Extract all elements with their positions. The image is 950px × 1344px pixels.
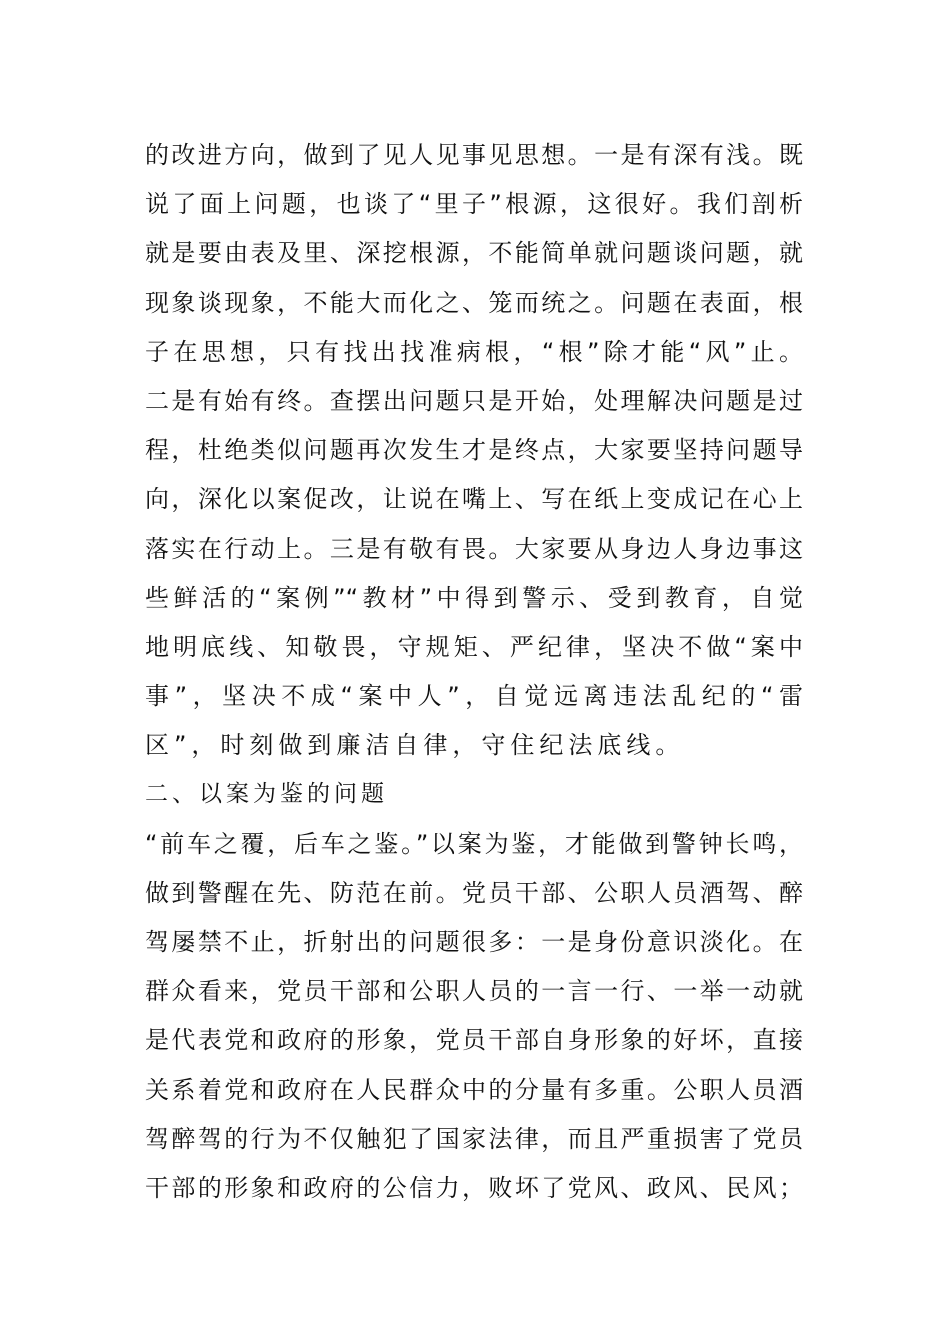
paragraph-line: “前车之覆，后车之鉴。”以案为鉴，才能做到警钟长鸣， xyxy=(145,829,803,858)
section-heading: 二、以案为鉴的问题 xyxy=(145,781,388,808)
paragraph-line: 区”，时刻做到廉洁自律，守住纪法底线。 xyxy=(145,731,685,760)
paragraph-line: 做到警醒在先、防范在前。党员干部、公职人员酒驾、醉 xyxy=(145,878,803,907)
paragraph-line: 群众看来，党员干部和公职人员的一言一行、一举一动就 xyxy=(145,977,803,1006)
paragraph-line: 是代表党和政府的形象，党员干部自身形象的好坏，直接 xyxy=(145,1026,803,1055)
paragraph-line: 就是要由表及里、深挖根源，不能简单就问题谈问题，就 xyxy=(145,239,803,268)
paragraph-line: 子在思想，只有找出找准病根，“根”除才能“风”止。 xyxy=(145,337,803,366)
paragraph-line: 事”，坚决不成“案中人”，自觉远离违法乱纪的“雷 xyxy=(145,682,803,711)
paragraph-line: 驾屡禁不止，折射出的问题很多：一是身份意识淡化。在 xyxy=(145,928,803,956)
paragraph-line: 地明底线、知敬畏，守规矩、严纪律，坚决不做“案中 xyxy=(145,632,803,661)
paragraph-line: 干部的形象和政府的公信力，败坏了党风、政风、民风； xyxy=(145,1173,803,1202)
paragraph-line: 向，深化以案促改，让说在嘴上、写在纸上变成记在心上 xyxy=(145,485,803,514)
paragraph-line: 驾醉驾的行为不仅触犯了国家法律，而且严重损害了党员 xyxy=(145,1124,803,1153)
paragraph-line: 说了面上问题，也谈了“里子”根源，这很好。我们剖析 xyxy=(145,190,803,219)
paragraph-line: 现象谈现象，不能大而化之、笼而统之。问题在表面，根 xyxy=(145,288,803,317)
paragraph-line: 些鲜活的“案例”“教材”中得到警示、受到教育，自觉 xyxy=(145,583,803,612)
document-page xyxy=(145,133,803,1215)
paragraph-line: 的改进方向，做到了见人见事见思想。一是有深有浅。既 xyxy=(145,141,803,169)
paragraph-line: 落实在行动上。三是有敬有畏。大家要从身边人身边事这 xyxy=(145,534,803,563)
paragraph-line: 关系着党和政府在人民群众中的分量有多重。公职人员酒 xyxy=(145,1075,803,1104)
paragraph-line: 二是有始有终。查摆出问题只是开始，处理解决问题是过 xyxy=(145,386,803,415)
paragraph-line: 程，杜绝类似问题再次发生才是终点，大家要坚持问题导 xyxy=(145,436,803,465)
